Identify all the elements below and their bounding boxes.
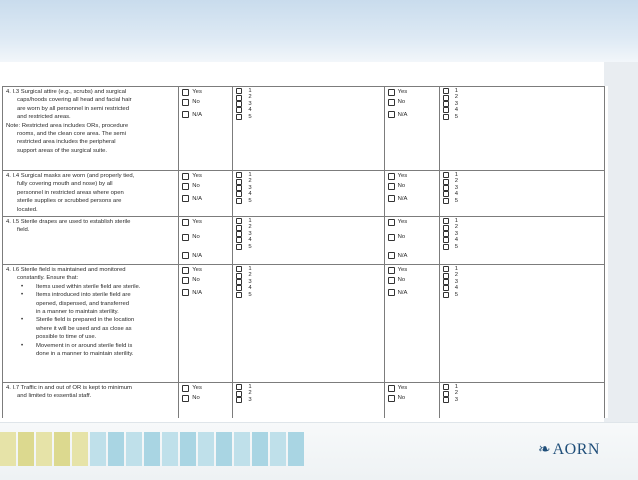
answer-cell-a <box>179 171 233 217</box>
decorative-tile <box>90 432 106 466</box>
checkbox-icon[interactable] <box>236 88 242 94</box>
checkbox-icon[interactable] <box>443 185 449 191</box>
rating-option[interactable]: 4 <box>443 191 602 197</box>
decorative-tile <box>108 432 124 466</box>
option-no[interactable]: No <box>388 274 437 286</box>
checkbox-icon[interactable] <box>388 395 395 402</box>
checkbox-icon[interactable] <box>182 234 189 241</box>
checkbox-icon[interactable] <box>236 391 242 397</box>
option-yes[interactable]: Yes <box>388 218 437 226</box>
decorative-tile <box>36 432 52 466</box>
question-text: 4. I.7 Traffic in and out of OR is kept to minimum <box>6 385 132 391</box>
rating-option[interactable]: 3 <box>236 101 381 107</box>
checkbox-icon[interactable] <box>236 95 242 101</box>
checkbox-icon[interactable] <box>236 244 242 250</box>
answer-cell-b <box>384 383 439 419</box>
checkbox-icon[interactable] <box>443 273 449 279</box>
rating-option[interactable]: 2 <box>443 272 602 278</box>
option-no[interactable]: No <box>182 274 230 286</box>
aorn-logo <box>538 441 600 459</box>
answer-cell-a <box>179 217 233 265</box>
option-no[interactable]: No <box>182 180 230 192</box>
question-text: 4. I.6 Sterile field is maintained and monitored <box>6 267 126 273</box>
option-yes[interactable]: Yes <box>182 172 230 180</box>
checkbox-icon[interactable] <box>182 252 189 259</box>
rating-option[interactable]: 5 <box>236 114 381 120</box>
rating-option[interactable]: 1 <box>236 172 381 178</box>
checkbox-icon[interactable] <box>388 267 395 274</box>
question-text: located. <box>17 206 38 213</box>
option-na[interactable]: N/A <box>182 109 230 121</box>
checkbox-icon[interactable] <box>236 285 242 291</box>
option-yes[interactable]: Yes <box>388 88 437 96</box>
checkbox-icon[interactable] <box>388 385 395 392</box>
question-cell <box>3 383 179 419</box>
rating-cell-b <box>439 171 604 217</box>
checkbox-icon[interactable] <box>236 231 242 237</box>
aorn-logo-icon: ❧ <box>538 441 551 458</box>
rating-option[interactable]: 2 <box>236 224 381 230</box>
option-yes[interactable]: Yes <box>388 384 437 392</box>
checkbox-icon[interactable] <box>388 195 395 202</box>
option-yes[interactable]: Yes <box>182 384 230 392</box>
checkbox-icon[interactable] <box>182 395 189 402</box>
checkbox-icon[interactable] <box>182 195 189 202</box>
checkbox-icon[interactable] <box>443 95 449 101</box>
question-text: constantly. Ensure that: <box>17 275 79 282</box>
rating-option[interactable]: 1 <box>236 384 381 390</box>
rating-option[interactable]: 5 <box>236 292 381 298</box>
rating-option[interactable]: 4 <box>443 107 602 113</box>
rating-option[interactable]: 1 <box>443 266 602 272</box>
aorn-logo-text: AORN <box>552 441 600 458</box>
answer-cell-b <box>384 217 439 265</box>
option-no[interactable]: No <box>182 233 230 241</box>
audit-form-table <box>2 86 605 418</box>
checkbox-icon[interactable] <box>443 231 449 237</box>
checkbox-icon[interactable] <box>443 391 449 397</box>
checkbox-icon[interactable] <box>443 191 449 197</box>
checkbox-icon[interactable] <box>236 225 242 231</box>
table-row <box>3 217 605 265</box>
option-no[interactable]: No <box>388 96 437 108</box>
option-na[interactable]: N/A <box>388 252 437 260</box>
option-na[interactable]: N/A <box>388 193 437 205</box>
checkbox-icon[interactable] <box>388 219 395 226</box>
checkbox-icon[interactable] <box>182 277 189 284</box>
rating-option[interactable]: 3 <box>236 231 381 237</box>
right-side-panel <box>604 62 638 422</box>
decorative-tile <box>234 432 250 466</box>
option-yes[interactable]: Yes <box>182 266 230 274</box>
bullet-item: • Items used within sterile field are sterile. <box>6 283 176 291</box>
rating-option[interactable]: 1 <box>443 218 602 224</box>
rating-option[interactable]: 4 <box>236 107 381 113</box>
checkbox-icon[interactable] <box>443 179 449 185</box>
checkbox-icon[interactable] <box>443 172 449 178</box>
answer-cell-b <box>384 265 439 383</box>
rating-option[interactable]: 2 <box>236 272 381 278</box>
decorative-tile <box>126 432 142 466</box>
rating-cell-b <box>439 383 604 419</box>
rating-option[interactable]: 3 <box>443 101 602 107</box>
decorative-tile <box>198 432 214 466</box>
checkbox-icon[interactable] <box>236 397 242 403</box>
bullet-item: possible to time of use. <box>36 334 97 341</box>
decorative-tile <box>162 432 178 466</box>
checkbox-icon[interactable] <box>182 173 189 180</box>
rating-option[interactable]: 3 <box>443 185 602 191</box>
checkbox-icon[interactable] <box>443 114 449 120</box>
rating-option[interactable]: 3 <box>443 279 602 285</box>
decorative-tile <box>144 432 160 466</box>
checkbox-icon[interactable] <box>443 384 449 390</box>
answer-cell-b <box>384 171 439 217</box>
checkbox-icon[interactable] <box>236 114 242 120</box>
rating-option[interactable]: 3 <box>443 397 602 403</box>
decorative-tile <box>18 432 34 466</box>
bullet-item: in a manner to maintain sterility. <box>36 309 119 316</box>
rating-option[interactable]: 3 <box>236 185 381 191</box>
checkbox-icon[interactable] <box>443 107 449 113</box>
rating-option[interactable]: 5 <box>443 114 602 120</box>
checkbox-icon[interactable] <box>236 191 242 197</box>
rating-option[interactable]: 1 <box>236 266 381 272</box>
table-row <box>3 383 605 419</box>
option-yes[interactable]: Yes <box>388 266 437 274</box>
question-text: 4. I.5 Sterile drapes are used to establish sterile <box>6 219 131 225</box>
decorative-tile-strip <box>0 432 306 466</box>
answer-cell-a <box>179 265 233 383</box>
rating-option[interactable]: 4 <box>236 237 381 243</box>
question-text: sterile supplies or scrubbed persons are <box>17 198 122 205</box>
rating-cell-a <box>233 87 384 171</box>
checkbox-icon[interactable] <box>443 101 449 107</box>
checkbox-icon[interactable] <box>388 252 395 259</box>
bullet-item: done in a manner to maintain sterility. <box>36 351 134 358</box>
question-cell <box>3 265 179 383</box>
option-yes[interactable]: Yes <box>182 218 230 226</box>
rating-option[interactable]: 2 <box>236 390 381 396</box>
decorative-tile <box>288 432 304 466</box>
rating-option[interactable]: 3 <box>236 279 381 285</box>
checkbox-icon[interactable] <box>443 292 449 298</box>
question-text: fully covering mouth and nose) by all <box>17 181 113 188</box>
checkbox-icon[interactable] <box>182 267 189 274</box>
question-text: and restricted areas. <box>17 114 71 121</box>
rating-cell-a <box>233 217 384 265</box>
bullet-item: • Items introduced into sterile field are <box>6 291 176 299</box>
answer-cell-a <box>179 87 233 171</box>
rating-option[interactable]: 2 <box>443 224 602 230</box>
checkbox-icon[interactable] <box>388 183 395 190</box>
checkbox-icon[interactable] <box>443 266 449 272</box>
rating-option[interactable]: 5 <box>443 198 602 204</box>
question-note: support areas of the surgical suite. <box>17 147 108 154</box>
bullet-item: • Movement in or around sterile field is <box>6 342 176 350</box>
question-note: rooms, and the clean core area. The semi <box>17 131 126 138</box>
rating-cell-a <box>233 265 384 383</box>
checkbox-icon[interactable] <box>236 279 242 285</box>
checkbox-icon[interactable] <box>236 172 242 178</box>
option-na[interactable]: N/A <box>388 287 437 299</box>
question-note: Note: Restricted area includes ORs, procedure <box>6 122 129 129</box>
option-no[interactable]: No <box>388 233 437 241</box>
decorative-tile <box>270 432 286 466</box>
rating-option[interactable]: 2 <box>443 178 602 184</box>
checkbox-icon[interactable] <box>443 225 449 231</box>
checkbox-icon[interactable] <box>182 111 189 118</box>
checkbox-icon[interactable] <box>388 111 395 118</box>
question-text: and limited to essential staff. <box>17 393 92 400</box>
checkbox-icon[interactable] <box>182 89 189 96</box>
checkbox-icon[interactable] <box>443 279 449 285</box>
option-no[interactable]: No <box>182 96 230 108</box>
question-cell <box>3 87 179 171</box>
checkbox-icon[interactable] <box>182 385 189 392</box>
option-na[interactable]: N/A <box>182 252 230 260</box>
rating-option[interactable]: 4 <box>443 285 602 291</box>
rating-option[interactable]: 3 <box>236 397 381 403</box>
checkbox-icon[interactable] <box>182 289 189 296</box>
rating-option[interactable]: 4 <box>236 285 381 291</box>
checkbox-icon[interactable] <box>236 292 242 298</box>
question-text: 4. I.3 Surgical attire (e.g., scrubs) and surgical <box>6 89 127 95</box>
checkbox-icon[interactable] <box>388 234 395 241</box>
checkbox-icon[interactable] <box>236 179 242 185</box>
table-row <box>3 265 605 383</box>
checkbox-icon[interactable] <box>388 89 395 96</box>
option-yes[interactable]: Yes <box>182 88 230 96</box>
checkbox-icon[interactable] <box>443 397 449 403</box>
checkbox-icon[interactable] <box>236 237 242 243</box>
checkbox-icon[interactable] <box>236 273 242 279</box>
rating-cell-b <box>439 217 604 265</box>
checkbox-icon[interactable] <box>236 266 242 272</box>
checkbox-icon[interactable] <box>236 218 242 224</box>
answer-cell-b <box>384 87 439 171</box>
rating-option[interactable]: 3 <box>443 231 602 237</box>
rating-option[interactable]: 1 <box>236 218 381 224</box>
checkbox-icon[interactable] <box>443 198 449 204</box>
bullet-item: opened, dispensed, and transferred <box>36 300 130 307</box>
checkbox-icon[interactable] <box>388 173 395 180</box>
rating-option[interactable]: 1 <box>443 88 602 94</box>
rating-option[interactable]: 4 <box>443 237 602 243</box>
question-text: field. <box>17 227 30 234</box>
checkbox-icon[interactable] <box>182 99 189 106</box>
decorative-tile <box>72 432 88 466</box>
question-text: are worn by all personnel in semi restricted <box>17 105 129 112</box>
question-text: caps/hoods covering all head and facial hair <box>17 97 132 104</box>
rating-option[interactable]: 5 <box>443 292 602 298</box>
bullet-item: • Sterile field is prepared in the location <box>6 316 176 324</box>
rating-option[interactable]: 1 <box>443 384 602 390</box>
checkbox-icon[interactable] <box>388 289 395 296</box>
rating-option[interactable]: 2 <box>236 94 381 100</box>
option-no[interactable]: No <box>388 180 437 192</box>
rating-cell-b <box>439 87 604 171</box>
rating-cell-a <box>233 383 384 419</box>
checkbox-icon[interactable] <box>236 107 242 113</box>
question-text: personnel in restricted areas where open <box>17 189 124 196</box>
rating-option[interactable]: 1 <box>443 172 602 178</box>
checkbox-icon[interactable] <box>443 88 449 94</box>
checkbox-icon[interactable] <box>443 237 449 243</box>
question-note: restricted area includes the peripheral <box>17 139 116 146</box>
rating-option[interactable]: 2 <box>236 178 381 184</box>
rating-option[interactable]: 1 <box>236 88 381 94</box>
rating-cell-a <box>233 171 384 217</box>
rating-option[interactable]: 5 <box>443 244 602 250</box>
rating-option[interactable]: 2 <box>443 390 602 396</box>
decorative-tile <box>0 432 16 466</box>
checkbox-icon[interactable] <box>236 198 242 204</box>
checkbox-icon[interactable] <box>443 285 449 291</box>
option-no[interactable]: No <box>182 392 230 404</box>
checkbox-icon[interactable] <box>443 218 449 224</box>
checkbox-icon[interactable] <box>236 185 242 191</box>
table-row <box>3 87 605 171</box>
decorative-tile <box>216 432 232 466</box>
rating-cell-b <box>439 265 604 383</box>
option-yes[interactable]: Yes <box>388 172 437 180</box>
checkbox-icon[interactable] <box>182 183 189 190</box>
checkbox-icon[interactable] <box>388 99 395 106</box>
option-na[interactable]: N/A <box>182 193 230 205</box>
option-na[interactable]: N/A <box>388 109 437 121</box>
rating-option[interactable]: 5 <box>236 198 381 204</box>
top-banner <box>0 0 638 62</box>
checkbox-icon[interactable] <box>236 101 242 107</box>
question-text: 4. I.4 Surgical masks are worn (and properly tied, <box>6 173 135 179</box>
rating-option[interactable]: 5 <box>236 244 381 250</box>
checkbox-icon[interactable] <box>388 277 395 284</box>
answer-cell-a <box>179 383 233 419</box>
option-na[interactable]: N/A <box>182 287 230 299</box>
option-no[interactable]: No <box>388 392 437 404</box>
checkbox-icon[interactable] <box>236 384 242 390</box>
decorative-tile <box>54 432 70 466</box>
checkbox-icon[interactable] <box>182 219 189 226</box>
rating-option[interactable]: 2 <box>443 94 602 100</box>
rating-option[interactable]: 4 <box>236 191 381 197</box>
checkbox-icon[interactable] <box>443 244 449 250</box>
question-cell <box>3 171 179 217</box>
bullet-item: where it will be used and as close as <box>36 325 132 332</box>
decorative-tile <box>180 432 196 466</box>
decorative-tile <box>252 432 268 466</box>
audit-form-document <box>0 86 608 418</box>
question-cell <box>3 217 179 265</box>
table-row <box>3 171 605 217</box>
